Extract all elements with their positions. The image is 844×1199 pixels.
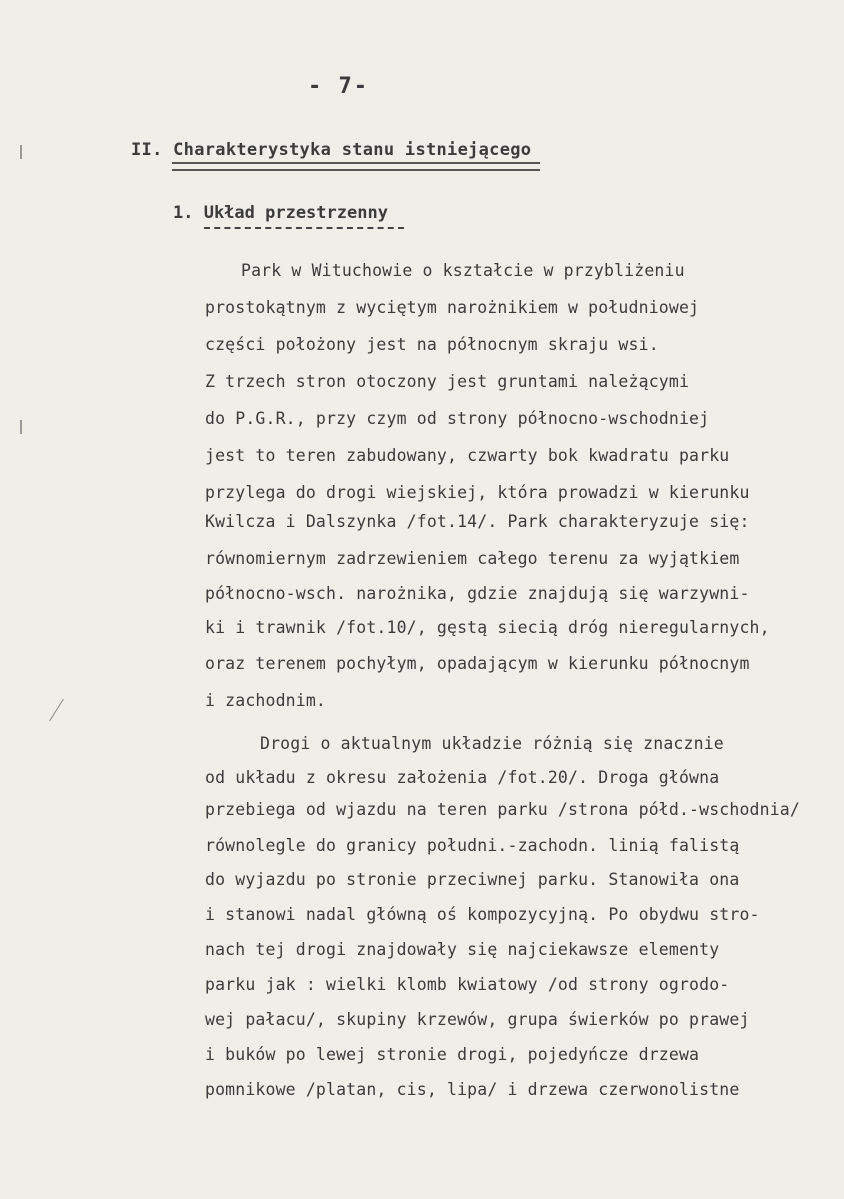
subsection-heading-underline — [204, 227, 404, 229]
body-line: Z trzech stron otoczony jest gruntami należącymi — [205, 372, 690, 391]
body-line: od układu z okresu założenia /fot.20/. Droga główna — [205, 768, 720, 787]
body-line: pomnikowe /platan, cis, lipa/ i drzewa czerwonolistne — [205, 1080, 740, 1099]
pencil-stroke-mark — [49, 699, 64, 722]
body-line: Park w Wituchowie o kształcie w przybliżeniu — [241, 261, 685, 280]
body-line: równolegle do granicy południ.-zachodn. linią falistą — [205, 836, 740, 855]
body-line: do P.G.R., przy czym od strony północno-wschodniej — [205, 409, 710, 428]
body-line: części położony jest na północnym skraju wsi. — [205, 335, 659, 354]
body-line: północno-wsch. narożnika, gdzie znajdują się warzywni- — [205, 584, 750, 603]
body-line: Kwilcza i Dalszynka /fot.14/. Park charakteryzuje się: — [205, 512, 750, 531]
body-line: i buków po lewej stronie drogi, pojedyńcze drzewa — [205, 1045, 700, 1064]
body-line: wej pałacu/, skupiny krzewów, grupa świerków po prawej — [205, 1010, 750, 1029]
body-line: do wyjazdu po stronie przeciwnej parku. Stanowiła ona — [205, 870, 740, 889]
body-line: i zachodnim. — [205, 691, 327, 710]
body-line: równomiernym zadrzewieniem całego terenu za wyjątkiem — [205, 549, 740, 568]
section-heading: II. Charakterystyka stanu istniejącego — [131, 140, 532, 160]
section-heading-underline — [172, 162, 540, 171]
body-line: jest to teren zabudowany, czwarty bok kwadratu parku — [205, 446, 730, 465]
body-line: i stanowi nadal główną oś kompozycyjną. Po obydwu stro- — [205, 905, 760, 924]
body-line: Drogi o aktualnym układzie różnią się znacznie — [260, 734, 724, 753]
body-line: ki i trawnik /fot.10/, gęstą siecią dróg nieregularnych, — [205, 618, 770, 637]
margin-tick-mark — [20, 145, 22, 159]
body-line: oraz terenem pochyłym, opadającym w kierunku północnym — [205, 654, 750, 673]
body-line: prostokątnym z wyciętym narożnikiem w południowej — [205, 298, 700, 317]
body-line: przylega do drogi wiejskiej, która prowadzi w kierunku — [205, 483, 750, 502]
body-line: przebiega od wjazdu na teren parku /strona półd.-wschodnia/ — [205, 800, 800, 819]
page-number: - 7- — [308, 74, 369, 99]
body-line: nach tej drogi znajdowały się najciekawsze elementy — [205, 940, 720, 959]
subsection-heading: 1. Układ przestrzenny — [173, 203, 388, 223]
body-line: parku jak : wielki klomb kwiatowy /od strony ogrodo- — [205, 975, 730, 994]
margin-tick-mark — [20, 420, 22, 434]
